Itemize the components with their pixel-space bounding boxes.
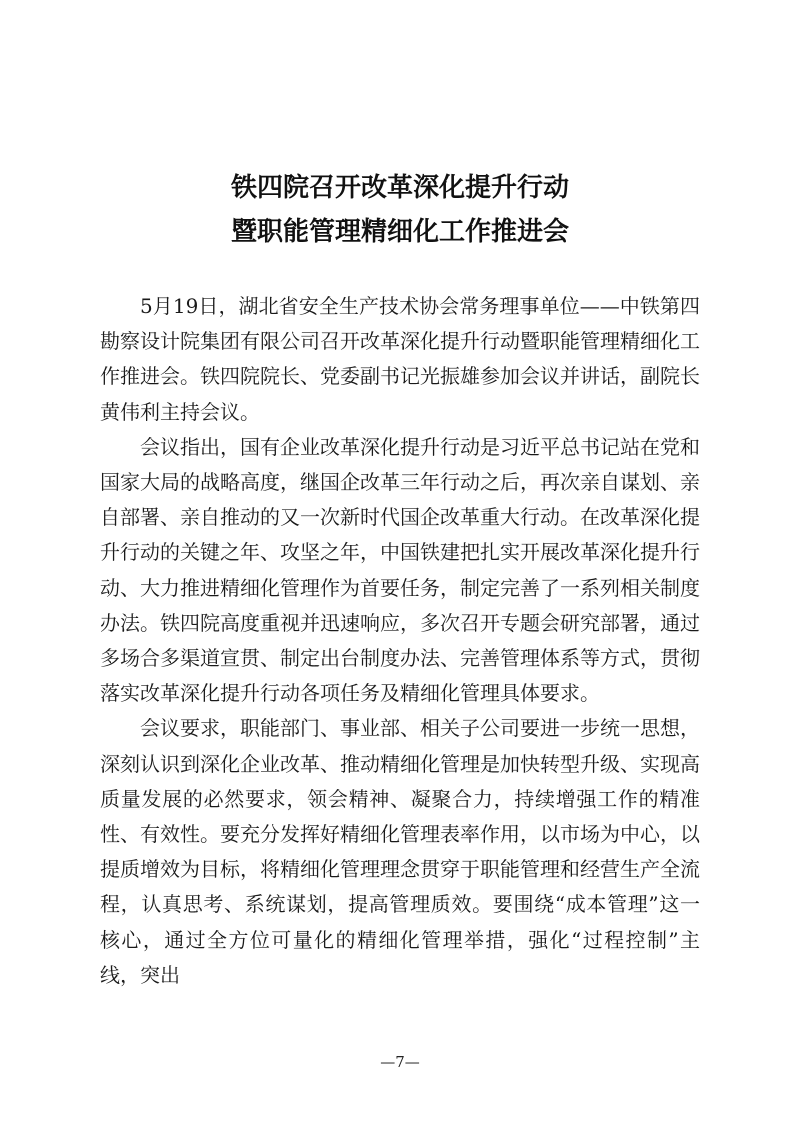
paragraph-2: 会议指出，国有企业改革深化提升行动是习近平总书记站在党和国家大局的战略高度，继国企改革三年行动之后，再次亲自谋划、亲自部署、亲自推动的又一次新时代国企改革重大行动。在改革深化提升行动的关键之年、攻坚之年，中国铁建把扎实开展改革深化提升行动、大力推进精细化管理作为首要任务，制定完善了一系列相关制度办法。铁四院高度重视并迅速响应，多次召开专题会研究部署，通过多场合多渠道宣贯、制定出台制度办法、完善管理体系等方式，贯彻落实改革深化提升行动各项任务及精细化管理具体要求。 — [100, 434, 700, 706]
page-number: —7— — [380, 1053, 420, 1071]
title-line-2: 暨职能管理精细化工作推进会 — [230, 217, 569, 247]
title-line-1: 铁四院召开改革深化提升行动 — [230, 173, 569, 203]
paragraph-1: 5月19日，湖北省安全生产技术协会常务理事单位——中铁第四勘察设计院集团有限公司召开改革深化提升行动暨职能管理精细化工作推进会。铁四院院长、党委副书记光振雄参加会议并讲话，副院长黄伟利主持会议。 — [100, 294, 700, 424]
paragraph-3: 会议要求，职能部门、事业部、相关子公司要进一步统一思想，深刻认识到深化企业改革、推动精细化管理是加快转型升级、实现高质量发展的必然要求，领会精神、凝聚合力，持续增强工作的精准性、有效性。要充分发挥好精细化管理表率作用，以市场为中心，以提质增效为目标，将精细化管理理念贯穿于职能管理和经营生产全流程，认真思考、系统谋划，提高管理质效。要围绕“成本管理”这一核心，通过全方位可量化的精细化管理举措，强化“过程控制”主线，突出 — [100, 716, 700, 987]
document-body — [100, 289, 700, 993]
document-title — [0, 166, 800, 254]
